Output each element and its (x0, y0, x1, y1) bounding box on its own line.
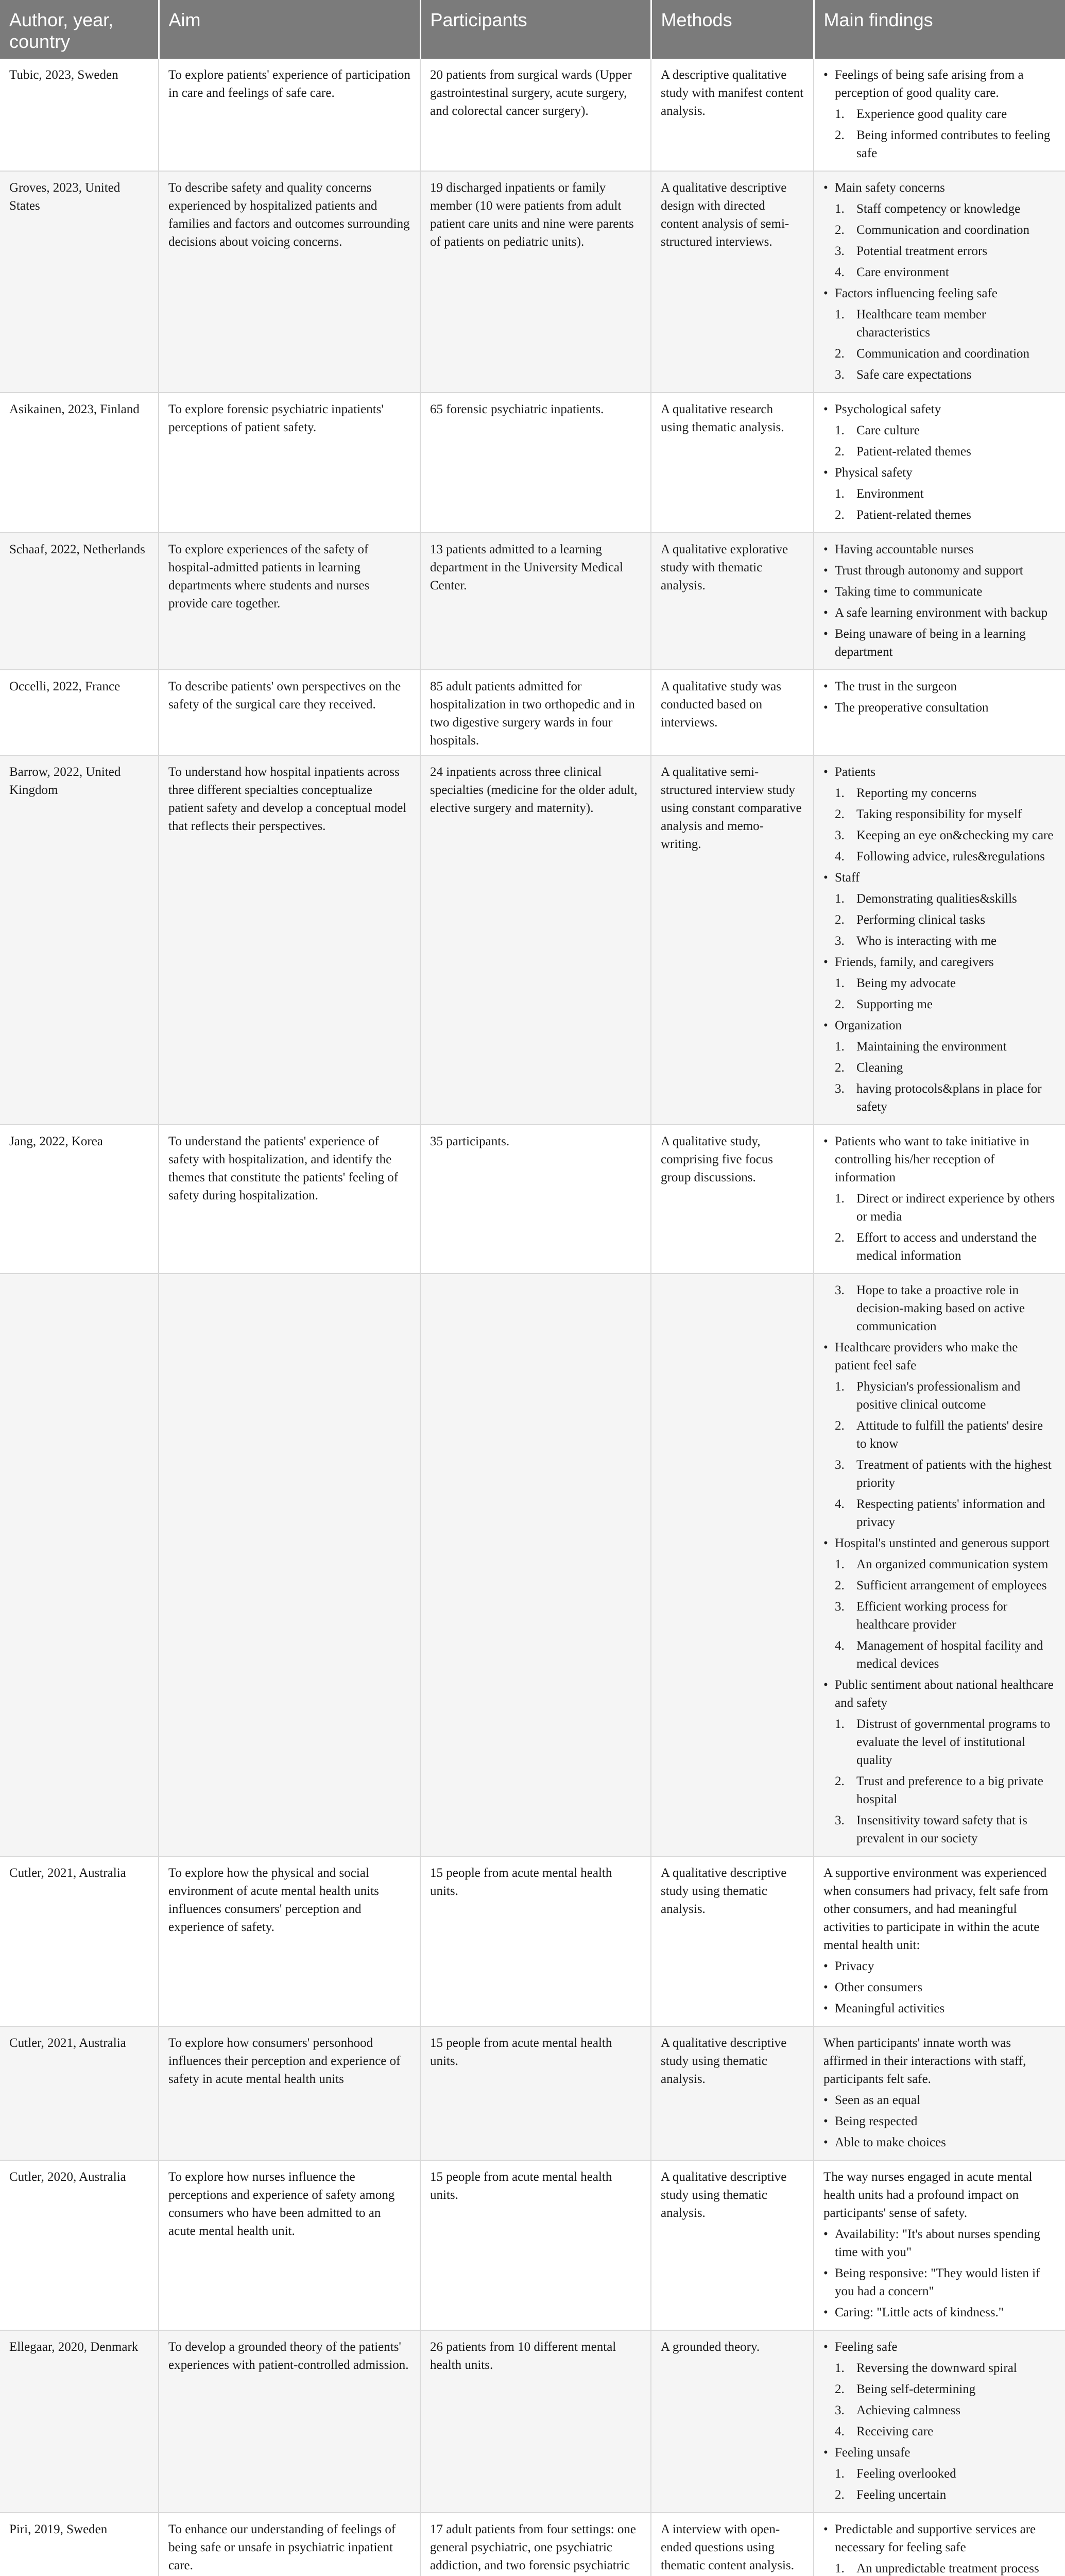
finding-theme: • Being unaware of being in a learning department (823, 625, 1056, 661)
table-row (0, 2160, 1065, 2330)
finding-theme: • Psychological safety (823, 400, 1056, 418)
finding-subtheme (823, 1190, 1056, 1226)
finding-subtheme (823, 2422, 1056, 2441)
subtheme-text: having protocols&plans in place for safety (856, 1082, 1042, 1114)
subtheme-number: 1. (835, 1557, 845, 1571)
cell-methods: A qualitative semi-structured interview study using constant comparative analysis and memo-writing. (651, 755, 814, 1125)
finding-subtheme (823, 1577, 1056, 1595)
finding-subtheme (823, 1555, 1056, 1573)
finding-subtheme (823, 2380, 1056, 2398)
findings-list (823, 2338, 1056, 2504)
header-author: Author, year, country (0, 0, 159, 59)
findings-list (823, 400, 1056, 524)
cell-participants: 15 people from acute mental health units. (420, 1856, 651, 2026)
cell-aim: To describe safety and quality concerns experienced by hospitalized patients and families and factors and outcomes surrounding decisions about voicing concerns. (159, 171, 420, 393)
cell-main-findings (814, 1274, 1065, 1856)
subtheme-text: Communication and coordination (856, 223, 1030, 237)
finding-theme: • Patients who want to take initiative in controlling his/her reception of information (823, 1132, 1056, 1187)
cell-participants: 20 patients from surgical wards (Upper gastrointestinal surgery, acute surgery, and colorectal cancer surgery). (420, 59, 651, 171)
finding-summary: A supportive environment was experienced when consumers had privacy, felt safe from other consumers, and had meaningful activities to participate in within the acute mental health unit: (823, 1866, 1049, 1952)
subtheme-text: Attitude to fulfill the patients' desire to know (856, 1419, 1043, 1451)
cell-author: Cutler, 2020, Australia (0, 2160, 159, 2330)
cell-main-findings (814, 670, 1065, 755)
subtheme-number: 2. (835, 1774, 845, 1788)
subtheme-text: An unpredictable treatment process (856, 2562, 1039, 2575)
cell-participants: 15 people from acute mental health units. (420, 2026, 651, 2160)
subtheme-number: 4. (835, 850, 845, 863)
subtheme-number: 1. (835, 487, 845, 501)
cell-author: Asikainen, 2023, Finland (0, 393, 159, 533)
subtheme-number: 1. (835, 423, 845, 437)
cell-aim (159, 1274, 420, 1856)
subtheme-number: 1. (835, 308, 845, 321)
finding-subtheme (823, 848, 1056, 866)
cell-methods (651, 1274, 814, 1856)
finding-summary: The way nurses engaged in acute mental health units had a profound impact on participants' sense of safety. (823, 2170, 1033, 2220)
subtheme-number: 2. (835, 223, 845, 237)
cell-author (0, 1274, 159, 1856)
subtheme-number: 1. (835, 2562, 845, 2575)
subtheme-number: 2. (835, 128, 845, 142)
cell-methods: A qualitative descriptive study using thematic analysis. (651, 2160, 814, 2330)
finding-summary: When participants' innate worth was affirmed in their interactions with staff, participants felt safe. (823, 2036, 1026, 2086)
finding-theme: • Privacy (823, 1957, 1056, 1975)
cell-participants: 13 patients admitted to a learning department in the University Medical Center. (420, 533, 651, 670)
finding-theme: • Feeling safe (823, 2338, 1056, 2356)
subtheme-text: Receiving care (856, 2425, 934, 2438)
finding-subtheme (823, 2359, 1056, 2377)
subtheme-text: Staff competency or knowledge (856, 202, 1021, 216)
finding-subtheme (823, 221, 1056, 239)
findings-list (823, 179, 1056, 384)
subtheme-text: Following advice, rules&regulations (856, 850, 1045, 863)
subtheme-text: Treatment of patients with the highest priority (856, 1458, 1052, 1490)
subtheme-text: Feeling uncertain (856, 2488, 947, 2502)
subtheme-number: 3. (835, 1458, 845, 1472)
finding-subtheme (823, 974, 1056, 992)
findings-list (823, 763, 1056, 1116)
finding-subtheme (823, 485, 1056, 503)
subtheme-number: 2. (835, 1419, 845, 1433)
cell-methods: A qualitative descriptive study using thematic analysis. (651, 1856, 814, 2026)
subtheme-text: Who is interacting with me (856, 934, 997, 948)
subtheme-text: Direct or indirect experience by others or media (856, 1192, 1055, 1224)
subtheme-text: Healthcare team member characteristics (856, 308, 986, 340)
subtheme-number: 1. (835, 1380, 845, 1394)
cell-main-findings (814, 171, 1065, 393)
table-body (0, 59, 1065, 2576)
subtheme-number: 1. (835, 202, 845, 216)
cell-methods: A qualitative research using thematic analysis. (651, 393, 814, 533)
subtheme-text: Reporting my concerns (856, 786, 977, 800)
subtheme-text: Keeping an eye on&checking my care (856, 828, 1054, 842)
subtheme-text: Performing clinical tasks (856, 913, 985, 927)
subtheme-text: Patient-related themes (856, 508, 971, 522)
finding-subtheme (823, 1378, 1056, 1414)
subtheme-text: Supporting me (856, 997, 933, 1011)
finding-subtheme (823, 932, 1056, 950)
finding-subtheme (823, 2560, 1056, 2576)
cell-main-findings (814, 393, 1065, 533)
cell-aim: To enhance our understanding of feelings of being safe or unsafe in psychiatric inpatient care. (159, 2513, 420, 2576)
finding-theme: • Organization (823, 1016, 1056, 1035)
finding-theme: • Caring: "Little acts of kindness." (823, 2303, 1056, 2321)
finding-theme: • The preoperative consultation (823, 699, 1056, 717)
subtheme-text: Hope to take a proactive role in decision-making based on active communication (856, 1283, 1025, 1333)
finding-subtheme (823, 1637, 1056, 1673)
finding-theme: • Trust through autonomy and support (823, 562, 1056, 580)
finding-subtheme (823, 2465, 1056, 2483)
finding-subtheme (823, 1715, 1056, 1769)
findings-list (823, 677, 1056, 717)
cell-main-findings (814, 2026, 1065, 2160)
table-row (0, 2026, 1065, 2160)
cell-main-findings (814, 2160, 1065, 2330)
subtheme-number: 3. (835, 368, 845, 382)
subtheme-text: Cleaning (856, 1061, 903, 1075)
finding-subtheme (823, 995, 1056, 1013)
subtheme-text: Maintaining the environment (856, 1040, 1007, 1054)
findings-list (823, 66, 1056, 162)
cell-main-findings (814, 59, 1065, 171)
cell-author: Ellegaar, 2020, Denmark (0, 2330, 159, 2513)
subtheme-text: Achieving calmness (856, 2403, 961, 2417)
cell-methods: A qualitative study, comprising five focus group discussions. (651, 1125, 814, 1274)
cell-author: Cutler, 2021, Australia (0, 2026, 159, 2160)
subtheme-text: Effort to access and understand the medical information (856, 1231, 1037, 1263)
finding-theme: • Having accountable nurses (823, 540, 1056, 558)
cell-participants: 19 discharged inpatients or family member (10 were patients from adult patient care units and nine were parents of patients on pediatric units). (420, 171, 651, 393)
cell-participants: 85 adult patients admitted for hospitalization in two orthopedic and in two digestive surgery wards in four hospitals. (420, 670, 651, 755)
cell-author: Groves, 2023, United States (0, 171, 159, 393)
table-row (0, 2330, 1065, 2513)
finding-theme: • Feeling unsafe (823, 2444, 1056, 2462)
cell-main-findings (814, 2330, 1065, 2513)
cell-participants: 35 participants. (420, 1125, 651, 1274)
finding-theme: • Predictable and supportive services are necessary for feeling safe (823, 2520, 1056, 2556)
table-row (0, 533, 1065, 670)
cell-aim: To develop a grounded theory of the patients' experiences with patient-controlled admission. (159, 2330, 420, 2513)
subtheme-number: 2. (835, 997, 845, 1011)
findings-list (823, 1864, 1056, 2018)
finding-theme: • Seen as an equal (823, 2091, 1056, 2109)
table-row (0, 2513, 1065, 2576)
subtheme-text: Demonstrating qualities&skills (856, 892, 1017, 906)
findings-list (823, 540, 1056, 661)
finding-subtheme (823, 506, 1056, 524)
subtheme-number: 1. (835, 1717, 845, 1731)
cell-participants: 65 forensic psychiatric inpatients. (420, 393, 651, 533)
cell-author: Jang, 2022, Korea (0, 1125, 159, 1274)
cell-main-findings (814, 1125, 1065, 1274)
cell-aim: To understand how hospital inpatients across three different specialties conceptualize patient safety and develop a conceptual model that reflects their perspectives. (159, 755, 420, 1125)
subtheme-text: Trust and preference to a big private hospital (856, 1774, 1043, 1806)
subtheme-number: 2. (835, 2488, 845, 2502)
subtheme-number: 3. (835, 1600, 845, 1614)
cell-methods: A grounded theory. (651, 2330, 814, 2513)
cell-aim: To explore how nurses influence the perceptions and experience of safety among consumers who have been admitted to an acute mental health unit. (159, 2160, 420, 2330)
header-main-findings: Main findings (814, 0, 1065, 59)
cell-aim: To describe patients' own perspectives on the safety of the surgical care they received. (159, 670, 420, 755)
cell-main-findings (814, 2513, 1065, 2576)
subtheme-text: Care culture (856, 423, 920, 437)
finding-subtheme (823, 421, 1056, 439)
findings-list (823, 2034, 1056, 2151)
finding-theme: • Able to make choices (823, 2133, 1056, 2151)
cell-aim: To explore how consumers' personhood influences their perception and experience of safety in acute mental health units (159, 2026, 420, 2160)
finding-theme: • The trust in the surgeon (823, 677, 1056, 696)
finding-theme: • Friends, family, and caregivers (823, 953, 1056, 971)
finding-subtheme (823, 1059, 1056, 1077)
finding-subtheme (823, 2401, 1056, 2419)
subtheme-number: 3. (835, 1082, 845, 1096)
finding-theme: • Patients (823, 763, 1056, 781)
cell-aim: To explore how the physical and social environment of acute mental health units influences consumers' perception and experience of safety. (159, 1856, 420, 2026)
subtheme-number: 2. (835, 508, 845, 522)
finding-subtheme (823, 366, 1056, 384)
finding-theme: • Availability: "It's about nurses spending time with you" (823, 2225, 1056, 2261)
subtheme-number: 3. (835, 1814, 845, 1827)
finding-subtheme (823, 242, 1056, 260)
header-row (0, 0, 1065, 59)
subtheme-number: 1. (835, 1192, 845, 1206)
cell-main-findings (814, 533, 1065, 670)
subtheme-text: Safe care expectations (856, 368, 972, 382)
cell-participants: 17 adult patients from four settings: one general psychiatric, one psychiatric addiction, and two forensic psychiatric (420, 2513, 651, 2576)
subtheme-number: 3. (835, 244, 845, 258)
cell-methods: A qualitative explorative study with thematic analysis. (651, 533, 814, 670)
cell-aim: To explore experiences of the safety of hospital-admitted patients in learning departments where students and nurses provide care together. (159, 533, 420, 670)
subtheme-number: 2. (835, 445, 845, 459)
cell-aim: To explore forensic psychiatric inpatients' perceptions of patient safety. (159, 393, 420, 533)
subtheme-text: Feeling overlooked (856, 2467, 956, 2481)
finding-subtheme (823, 1811, 1056, 1848)
subtheme-text: Respecting patients' information and privacy (856, 1497, 1045, 1529)
subtheme-text: Care environment (856, 265, 949, 279)
finding-subtheme (823, 826, 1056, 844)
table-row (0, 755, 1065, 1125)
subtheme-number: 2. (835, 1061, 845, 1075)
subtheme-number: 4. (835, 1639, 845, 1653)
subtheme-number: 3. (835, 1283, 845, 1297)
subtheme-text: Being my advocate (856, 976, 956, 990)
finding-subtheme (823, 306, 1056, 342)
table-row (0, 393, 1065, 533)
finding-subtheme (823, 1456, 1056, 1492)
findings-list (823, 2168, 1056, 2321)
findings-list (823, 2520, 1056, 2576)
subtheme-number: 4. (835, 1497, 845, 1511)
cell-aim: To explore patients' experience of participation in care and feelings of safe care. (159, 59, 420, 171)
subtheme-number: 2. (835, 913, 845, 927)
subtheme-text: Insensitivity toward safety that is prevalent in our society (856, 1814, 1027, 1845)
subtheme-number: 4. (835, 2425, 845, 2438)
subtheme-text: Patient-related themes (856, 445, 971, 459)
finding-subtheme (823, 345, 1056, 363)
finding-subtheme (823, 200, 1056, 218)
cell-participants (420, 1274, 651, 1856)
subtheme-text: Potential treatment errors (856, 244, 988, 258)
cell-participants: 24 inpatients across three clinical specialties (medicine for the older adult, elective surgery and maternity). (420, 755, 651, 1125)
finding-subtheme (823, 263, 1056, 281)
subtheme-number: 2. (835, 347, 845, 361)
finding-subtheme (823, 784, 1056, 802)
cell-methods: A qualitative descriptive design with directed content analysis of semi-structured interviews. (651, 171, 814, 393)
finding-subtheme (823, 126, 1056, 162)
cell-methods: A qualitative study was conducted based on interviews. (651, 670, 814, 755)
finding-subtheme (823, 1772, 1056, 1808)
finding-subtheme (823, 911, 1056, 929)
subtheme-text: Being self-determining (856, 2382, 976, 2396)
cell-main-findings (814, 755, 1065, 1125)
finding-subtheme (823, 890, 1056, 908)
subtheme-text: Environment (856, 487, 924, 501)
finding-subtheme (823, 805, 1056, 823)
finding-theme: • Physical safety (823, 464, 1056, 482)
subtheme-text: Efficient working process for healthcare provider (856, 1600, 1008, 1632)
finding-subtheme (823, 105, 1056, 123)
cell-author: Tubic, 2023, Sweden (0, 59, 159, 171)
subtheme-number: 2. (835, 807, 845, 821)
subtheme-number: 1. (835, 2467, 845, 2481)
subtheme-number: 3. (835, 828, 845, 842)
table-row (0, 59, 1065, 171)
subtheme-number: 1. (835, 107, 845, 121)
subtheme-text: Taking responsibility for myself (856, 807, 1022, 821)
cell-author: Schaaf, 2022, Netherlands (0, 533, 159, 670)
cell-aim: To understand the patients' experience of safety with hospitalization, and identify the themes that constitute the patients' feeling of safety during hospitalization. (159, 1125, 420, 1274)
subtheme-number: 1. (835, 1040, 845, 1054)
finding-theme: • Healthcare providers who make the patient feel safe (823, 1338, 1056, 1375)
subtheme-number: 2. (835, 2382, 845, 2396)
subtheme-number: 2. (835, 1579, 845, 1592)
table-header (0, 0, 1065, 59)
table-row (0, 1274, 1065, 1856)
subtheme-number: 1. (835, 892, 845, 906)
finding-theme: • Public sentiment about national healthcare and safety (823, 1676, 1056, 1712)
table-row (0, 171, 1065, 393)
finding-theme: • Taking time to communicate (823, 583, 1056, 601)
subtheme-text: Reversing the downward spiral (856, 2361, 1017, 2375)
finding-theme: • Feelings of being safe arising from a perception of good quality care. (823, 66, 1056, 102)
findings-list (823, 1132, 1056, 1265)
subtheme-number: 2. (835, 1231, 845, 1245)
subtheme-text: Distrust of governmental programs to evaluate the level of institutional quality (856, 1717, 1051, 1767)
subtheme-text: Being informed contributes to feeling safe (856, 128, 1051, 160)
subtheme-number: 1. (835, 2361, 845, 2375)
cell-main-findings (814, 1856, 1065, 2026)
cell-author: Occelli, 2022, France (0, 670, 159, 755)
header-methods: Methods (651, 0, 814, 59)
finding-subtheme (823, 1495, 1056, 1531)
finding-theme: • Other consumers (823, 1978, 1056, 1996)
finding-subtheme (823, 1229, 1056, 1265)
finding-subtheme (823, 1038, 1056, 1056)
finding-subtheme (823, 2486, 1056, 2504)
finding-theme: • Being responsive: "They would listen if you had a concern" (823, 2264, 1056, 2300)
finding-theme: • Main safety concerns (823, 179, 1056, 197)
finding-theme: • Meaningful activities (823, 1999, 1056, 2018)
finding-subtheme (823, 443, 1056, 461)
finding-theme: • Hospital's unstinted and generous support (823, 1534, 1056, 1552)
subtheme-text: An organized communication system (856, 1557, 1049, 1571)
cell-author: Barrow, 2022, United Kingdom (0, 755, 159, 1125)
cell-author: Cutler, 2021, Australia (0, 1856, 159, 2026)
subtheme-text: Physician's professionalism and positive clinical outcome (856, 1380, 1021, 1412)
cell-participants: 15 people from acute mental health units. (420, 2160, 651, 2330)
cell-participants: 26 patients from 10 different mental health units. (420, 2330, 651, 2513)
subtheme-text: Communication and coordination (856, 347, 1030, 361)
finding-theme: • A safe learning environment with backup (823, 604, 1056, 622)
subtheme-text: Sufficient arrangement of employees (856, 1579, 1047, 1592)
cell-methods: A interview with open-ended questions using thematic content analysis. (651, 2513, 814, 2576)
finding-theme: • Being respected (823, 2112, 1056, 2130)
subtheme-number: 4. (835, 265, 845, 279)
finding-subtheme (823, 1598, 1056, 1634)
findings-list (823, 1281, 1056, 1848)
finding-subtheme (823, 1417, 1056, 1453)
finding-subtheme (823, 1281, 1056, 1335)
table-row (0, 1125, 1065, 1274)
subtheme-number: 3. (835, 2403, 845, 2417)
finding-subtheme (823, 1080, 1056, 1116)
finding-theme: • Factors influencing feeling safe (823, 284, 1056, 302)
header-participants: Participants (420, 0, 651, 59)
cell-methods: A descriptive qualitative study with manifest content analysis. (651, 59, 814, 171)
cell-author: Piri, 2019, Sweden (0, 2513, 159, 2576)
subtheme-text: Management of hospital facility and medical devices (856, 1639, 1043, 1671)
subtheme-number: 1. (835, 976, 845, 990)
finding-theme: • Staff (823, 869, 1056, 887)
cell-methods: A qualitative descriptive study using thematic analysis. (651, 2026, 814, 2160)
subtheme-text: Experience good quality care (856, 107, 1007, 121)
table-row (0, 1856, 1065, 2026)
header-aim: Aim (159, 0, 420, 59)
table-row (0, 670, 1065, 755)
subtheme-number: 3. (835, 934, 845, 948)
subtheme-number: 1. (835, 786, 845, 800)
